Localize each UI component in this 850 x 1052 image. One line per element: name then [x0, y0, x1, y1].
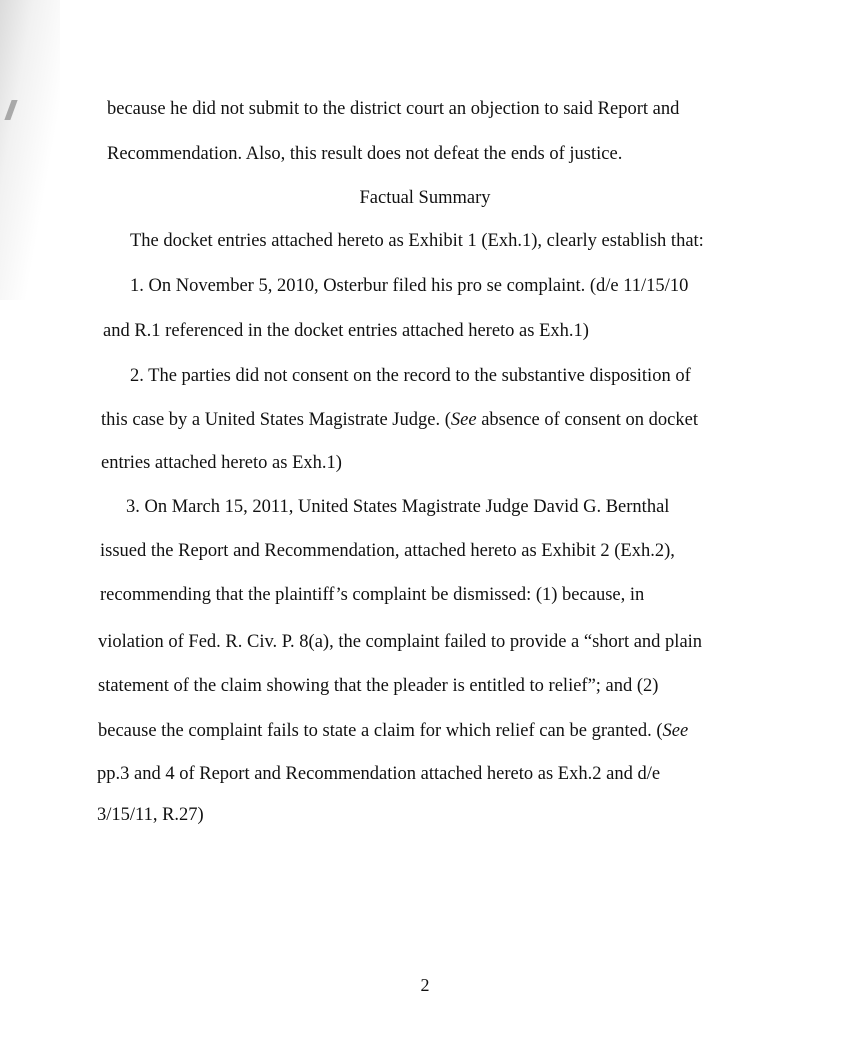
paragraph-line: because he did not submit to the district court an objection to said Report and: [107, 99, 680, 119]
list-item-2-line: 2. The parties did not consent on the record to the substantive disposition of: [130, 366, 691, 386]
list-item-3-line: recommending that the plaintiff’s complaint be dismissed: (1) because, in: [100, 585, 645, 605]
list-item-3-line: issued the Report and Recommendation, attached hereto as Exhibit 2 (Exh.2),: [100, 541, 675, 561]
list-item-3-line: because the complaint fails to state a claim for which relief can be granted. (See: [98, 721, 689, 741]
page-number: 2: [420, 975, 430, 995]
list-item-3-line: pp.3 and 4 of Report and Recommendation attached hereto as Exh.2 and d/e: [97, 764, 661, 784]
list-item-3-line: 3. On March 15, 2011, United States Magistrate Judge David G. Bernthal: [126, 497, 670, 517]
list-item-3-line: 3/15/11, R.27): [97, 805, 204, 825]
list-item-2-line: this case by a United States Magistrate Judge. (See absence of consent on docket: [101, 410, 698, 430]
section-heading: Factual Summary: [359, 188, 491, 208]
list-item-3-line: statement of the claim showing that the pleader is entitled to relief”; and (2): [98, 676, 659, 696]
paragraph-line: Recommendation. Also, this result does not defeat the ends of justice.: [107, 144, 623, 164]
list-item-1-line: and R.1 referenced in the docket entries attached hereto as Exh.1): [103, 321, 589, 341]
list-item-1-line: 1. On November 5, 2010, Osterbur filed his pro se complaint. (d/e 11/15/10: [130, 276, 689, 296]
paragraph-line: The docket entries attached hereto as Exhibit 1 (Exh.1), clearly establish that:: [130, 231, 704, 251]
scan-shadow: [0, 0, 60, 300]
list-item-2-line: entries attached hereto as Exh.1): [101, 453, 342, 473]
list-item-3-line: violation of Fed. R. Civ. P. 8(a), the complaint failed to provide a “short and plain: [98, 632, 703, 652]
